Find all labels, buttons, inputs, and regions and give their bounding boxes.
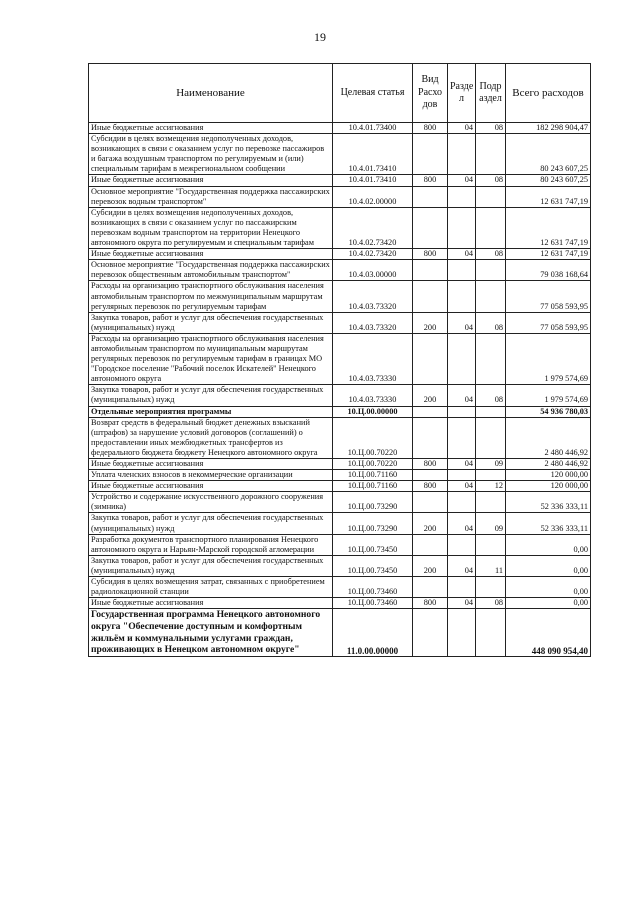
table-row <box>89 555 591 576</box>
row-podrazdel: 08 <box>476 249 506 260</box>
row-target-code: 10.4.01.73400 <box>333 123 413 134</box>
row-name: Расходы на организацию транспортного обслуживания населения автомобильным транспортом по муниципальным маршрутам регулярных перевозок по регулируемым тарифам в границах МО "Городское поселение "Рабочий поселок Искателей" Ненецкого автономного округа <box>89 333 333 384</box>
row-podrazdel <box>476 186 506 207</box>
row-amount: 1 979 574,69 <box>506 333 591 384</box>
row-vid: 200 <box>413 312 448 333</box>
row-amount: 0,00 <box>506 534 591 555</box>
row-podrazdel: 09 <box>476 513 506 534</box>
table-body <box>89 123 591 657</box>
row-razdel: 04 <box>448 123 476 134</box>
row-vid <box>413 492 448 513</box>
row-vid: 800 <box>413 123 448 134</box>
header-razdel: Разде л <box>448 64 476 123</box>
row-target-code: 10.4.02.73420 <box>333 249 413 260</box>
table-row <box>89 260 591 281</box>
row-amount: 2 480 446,92 <box>506 417 591 458</box>
row-razdel: 04 <box>448 555 476 576</box>
table-row <box>89 134 591 175</box>
row-name: Закупка товаров, работ и услуг для обеспечения государственных (муниципальных) нужд <box>89 312 333 333</box>
row-podrazdel: 09 <box>476 459 506 470</box>
header-name: Наименование <box>89 64 333 123</box>
row-podrazdel: 08 <box>476 312 506 333</box>
table-row <box>89 333 591 384</box>
row-target-code: 10.4.01.73410 <box>333 134 413 175</box>
row-name: Иные бюджетные ассигнования <box>89 249 333 260</box>
table-row <box>89 207 591 248</box>
row-vid: 800 <box>413 175 448 186</box>
row-podrazdel <box>476 417 506 458</box>
row-podrazdel: 08 <box>476 123 506 134</box>
row-vid: 800 <box>413 459 448 470</box>
row-target-code: 10.4.03.73330 <box>333 385 413 406</box>
row-name: Закупка товаров, работ и услуг для обеспечения государственных (муниципальных) нужд <box>89 513 333 534</box>
row-razdel <box>448 207 476 248</box>
row-target-code: 10.4.03.73320 <box>333 281 413 312</box>
row-amount: 54 936 780,03 <box>506 406 591 417</box>
row-razdel <box>448 333 476 384</box>
row-amount: 12 631 747,19 <box>506 249 591 260</box>
row-amount: 52 336 333,11 <box>506 513 591 534</box>
row-vid <box>413 470 448 481</box>
row-target-code: 10.Ц.00.71160 <box>333 470 413 481</box>
row-name: Основное мероприятие "Государственная поддержка пассажирских перевозок общественным автомобильным транспортом" <box>89 260 333 281</box>
row-vid <box>413 281 448 312</box>
row-name: Субсидия в целях возмещения затрат, связанных с приобретением радиолокационной станции <box>89 577 333 598</box>
table-row <box>89 534 591 555</box>
table-row <box>89 513 591 534</box>
row-podrazdel <box>476 577 506 598</box>
row-amount: 0,00 <box>506 555 591 576</box>
row-podrazdel: 12 <box>476 481 506 492</box>
row-podrazdel <box>476 492 506 513</box>
row-amount: 77 058 593,95 <box>506 281 591 312</box>
row-name: Субсидии в целях возмещения недополученных доходов, возникающих в связи с оказанием услуг по перевозке пассажиров и багажа воздушным транспортом по регулируемым и (или) специальным тарифам в межрегиональном сообщении <box>89 134 333 175</box>
row-name: Устройство и содержание искусственного дорожного сооружения (зимника) <box>89 492 333 513</box>
row-vid <box>413 534 448 555</box>
table-row <box>89 281 591 312</box>
row-name: Иные бюджетные ассигнования <box>89 123 333 134</box>
table-row <box>89 417 591 458</box>
row-target-code: 10.4.02.00000 <box>333 186 413 207</box>
table-row <box>89 492 591 513</box>
row-vid <box>413 134 448 175</box>
table-row <box>89 609 591 656</box>
row-vid: 200 <box>413 385 448 406</box>
row-razdel <box>448 470 476 481</box>
table-row <box>89 312 591 333</box>
row-podrazdel <box>476 281 506 312</box>
row-podrazdel <box>476 207 506 248</box>
table-row <box>89 481 591 492</box>
row-vid <box>413 406 448 417</box>
row-amount: 0,00 <box>506 577 591 598</box>
row-razdel: 04 <box>448 481 476 492</box>
row-razdel <box>448 186 476 207</box>
row-vid <box>413 333 448 384</box>
row-vid: 200 <box>413 513 448 534</box>
row-podrazdel: 08 <box>476 175 506 186</box>
row-amount: 80 243 607,25 <box>506 134 591 175</box>
row-name: Закупка товаров, работ и услуг для обеспечения государственных (муниципальных) нужд <box>89 555 333 576</box>
row-name: Иные бюджетные ассигнования <box>89 598 333 609</box>
row-target-code: 11.0.00.00000 <box>333 609 413 656</box>
row-vid <box>413 186 448 207</box>
row-target-code: 10.Ц.00.70220 <box>333 417 413 458</box>
budget-table <box>88 63 591 657</box>
row-razdel <box>448 534 476 555</box>
row-name: Закупка товаров, работ и услуг для обеспечения государственных (муниципальных) нужд <box>89 385 333 406</box>
row-amount: 80 243 607,25 <box>506 175 591 186</box>
table-row <box>89 459 591 470</box>
table-row <box>89 249 591 260</box>
header-row <box>89 64 591 123</box>
row-target-code: 10.Ц.00.73450 <box>333 555 413 576</box>
row-amount: 77 058 593,95 <box>506 312 591 333</box>
row-target-code: 10.Ц.00.73450 <box>333 534 413 555</box>
row-podrazdel <box>476 134 506 175</box>
table-row <box>89 598 591 609</box>
row-amount: 1 979 574,69 <box>506 385 591 406</box>
row-podrazdel <box>476 609 506 656</box>
row-razdel: 04 <box>448 513 476 534</box>
row-razdel <box>448 492 476 513</box>
row-name: Основное мероприятие "Государственная поддержка пассажирских перевозок водным транспортом" <box>89 186 333 207</box>
row-razdel: 04 <box>448 598 476 609</box>
row-name: Разработка документов транспортного планирования Ненецкого автономного округа и Нарьян-Марской городской агломерации <box>89 534 333 555</box>
table-row <box>89 406 591 417</box>
table-row <box>89 123 591 134</box>
row-razdel <box>448 577 476 598</box>
row-amount: 0,00 <box>506 598 591 609</box>
row-name: Отдельные мероприятия программы <box>89 406 333 417</box>
row-razdel: 04 <box>448 459 476 470</box>
row-razdel <box>448 406 476 417</box>
row-razdel <box>448 134 476 175</box>
row-podrazdel <box>476 333 506 384</box>
table-row <box>89 385 591 406</box>
row-amount: 2 480 446,92 <box>506 459 591 470</box>
row-target-code: 10.4.02.73420 <box>333 207 413 248</box>
row-vid <box>413 207 448 248</box>
row-target-code: 10.Ц.00.73290 <box>333 492 413 513</box>
row-vid: 800 <box>413 481 448 492</box>
row-name: Иные бюджетные ассигнования <box>89 459 333 470</box>
row-name: Возврат средств в федеральный бюджет денежных взысканий (штрафов) за нарушение условий договоров (соглашений) о предоставлении иных межбюджетных трансфертов из федерального бюджета бюджету Ненецкого автономного округа <box>89 417 333 458</box>
row-amount: 12 631 747,19 <box>506 207 591 248</box>
row-vid <box>413 417 448 458</box>
header-podrazdel: Подр аздел <box>476 64 506 123</box>
row-amount: 79 038 168,64 <box>506 260 591 281</box>
row-podrazdel <box>476 534 506 555</box>
row-podrazdel <box>476 406 506 417</box>
row-name: Иные бюджетные ассигнования <box>89 175 333 186</box>
row-name: Иные бюджетные ассигнования <box>89 481 333 492</box>
row-podrazdel: 11 <box>476 555 506 576</box>
row-vid <box>413 609 448 656</box>
table-row <box>89 470 591 481</box>
row-vid: 800 <box>413 249 448 260</box>
row-target-code: 10.Ц.00.73460 <box>333 577 413 598</box>
row-razdel <box>448 417 476 458</box>
page-number: 19 <box>314 30 326 44</box>
header-vid: Вид Расхо дов <box>413 64 448 123</box>
row-target-code: 10.4.03.00000 <box>333 260 413 281</box>
row-amount: 182 298 904,47 <box>506 123 591 134</box>
row-razdel: 04 <box>448 385 476 406</box>
row-amount: 448 090 954,40 <box>506 609 591 656</box>
row-razdel <box>448 281 476 312</box>
row-target-code: 10.Ц.00.71160 <box>333 481 413 492</box>
row-razdel: 04 <box>448 249 476 260</box>
row-amount: 12 631 747,19 <box>506 186 591 207</box>
row-vid: 200 <box>413 555 448 576</box>
row-vid: 800 <box>413 598 448 609</box>
row-target-code: 10.Ц.00.73460 <box>333 598 413 609</box>
row-name: Расходы на организацию транспортного обслуживания населения автомобильным транспортом по межмуниципальным маршрутам регулярных перевозок по регулируемым тарифам <box>89 281 333 312</box>
header-total: Всего расходов <box>506 64 591 123</box>
row-target-code: 10.4.03.73330 <box>333 333 413 384</box>
row-razdel: 04 <box>448 175 476 186</box>
row-podrazdel <box>476 260 506 281</box>
header-target: Целевая статья <box>333 64 413 123</box>
row-podrazdel <box>476 470 506 481</box>
table-row <box>89 577 591 598</box>
row-razdel <box>448 609 476 656</box>
row-name: Уплата членских взносов в некоммерческие организации <box>89 470 333 481</box>
row-razdel: 04 <box>448 312 476 333</box>
row-podrazdel: 08 <box>476 385 506 406</box>
row-razdel <box>448 260 476 281</box>
row-amount: 120 000,00 <box>506 481 591 492</box>
row-amount: 120 000,00 <box>506 470 591 481</box>
table-row <box>89 186 591 207</box>
row-name: Субсидии в целях возмещения недополученных доходов, возникающих в связи с оказанием услуг по пассажирским перевозкам водным транспортом на территории Ненецкого автономного округа по регулируемым и специальным тарифам <box>89 207 333 248</box>
row-name: Государственная программа Ненецкого автономного округа "Обеспечение доступным и комфортным жильём и коммунальными услугами граждан, проживающих в Ненецком автономном округе" <box>89 609 333 656</box>
row-podrazdel: 08 <box>476 598 506 609</box>
row-target-code: 10.4.01.73410 <box>333 175 413 186</box>
row-target-code: 10.Ц.00.73290 <box>333 513 413 534</box>
row-amount: 52 336 333,11 <box>506 492 591 513</box>
row-vid <box>413 577 448 598</box>
row-target-code: 10.Ц.00.70220 <box>333 459 413 470</box>
row-vid <box>413 260 448 281</box>
table-row <box>89 175 591 186</box>
row-target-code: 10.4.03.73320 <box>333 312 413 333</box>
row-target-code: 10.Ц.00.00000 <box>333 406 413 417</box>
